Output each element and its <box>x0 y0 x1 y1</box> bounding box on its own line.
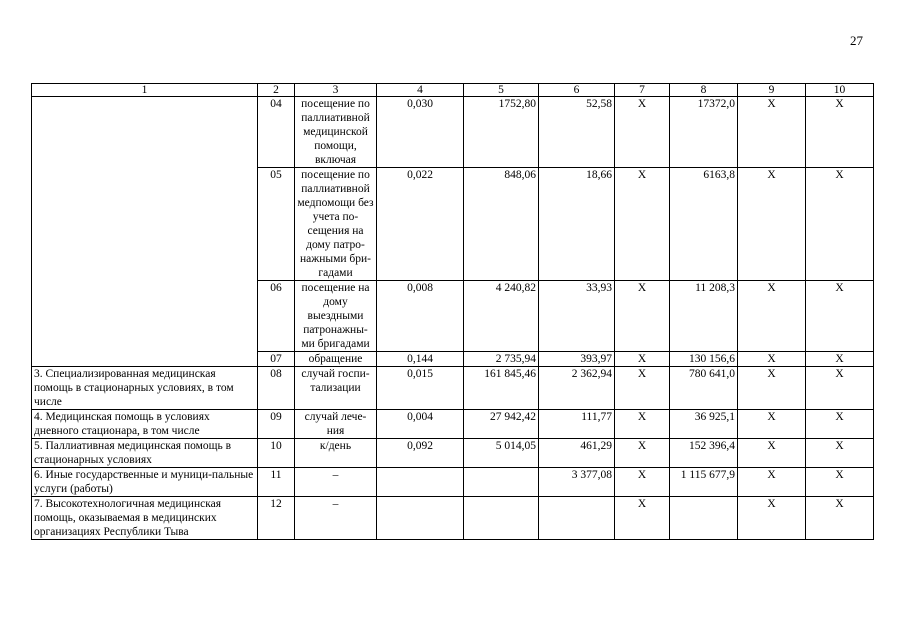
table-cell: 2 735,94 <box>464 352 539 367</box>
table-cell: 36 925,1 <box>670 410 738 439</box>
table-cell <box>670 497 738 540</box>
table-cell: X <box>615 97 670 168</box>
table-cell: 152 396,4 <box>670 439 738 468</box>
table-cell: X <box>806 168 874 281</box>
table-cell: 3 377,08 <box>539 468 615 497</box>
table-cell-unit: посещение по паллиативной медпомощи без учета по-сещения на дому патро-нажными бри-гадами <box>295 168 377 281</box>
table-cell: X <box>615 439 670 468</box>
table-cell: 11 208,3 <box>670 281 738 352</box>
table-cell: X <box>806 439 874 468</box>
table-cell <box>377 497 464 540</box>
table-cell: 17372,0 <box>670 97 738 168</box>
table-cell: 1752,80 <box>464 97 539 168</box>
table-cell-line-code: 09 <box>258 410 295 439</box>
table-cell: 6163,8 <box>670 168 738 281</box>
table-cell: X <box>806 367 874 410</box>
table-cell: 4 240,82 <box>464 281 539 352</box>
table-cell: 0,030 <box>377 97 464 168</box>
table-cell: X <box>806 352 874 367</box>
table-cell-unit: – <box>295 497 377 540</box>
table-cell-line-code: 08 <box>258 367 295 410</box>
table-cell: 2 362,94 <box>539 367 615 410</box>
table-cell: X <box>738 97 806 168</box>
table-cell: X <box>615 468 670 497</box>
table-cell: X <box>738 168 806 281</box>
table-cell-line-code: 11 <box>258 468 295 497</box>
table-cell <box>464 497 539 540</box>
page-number: 27 <box>850 33 863 48</box>
table-cell: X <box>806 281 874 352</box>
table-cell: 461,29 <box>539 439 615 468</box>
table-cell-section <box>32 97 258 367</box>
table-cell: 5 014,05 <box>464 439 539 468</box>
table-cell-section: 4. Медицинская помощь в условиях дневного стационара, в том числе <box>32 410 258 439</box>
table-cell <box>377 468 464 497</box>
table-cell: X <box>615 410 670 439</box>
table-cell-line-code: 10 <box>258 439 295 468</box>
table-cell: 848,06 <box>464 168 539 281</box>
table-cell: X <box>806 97 874 168</box>
table-cell: X <box>806 468 874 497</box>
table-cell: 0,015 <box>377 367 464 410</box>
header-cell: 7 <box>615 84 670 97</box>
data-table <box>31 83 874 540</box>
table-cell: X <box>738 410 806 439</box>
header-cell: 4 <box>377 84 464 97</box>
table-cell: 0,004 <box>377 410 464 439</box>
table-cell: 18,66 <box>539 168 615 281</box>
table-cell-line-code: 04 <box>258 97 295 168</box>
table-cell: X <box>738 439 806 468</box>
table-cell: X <box>615 168 670 281</box>
table-cell: 0,092 <box>377 439 464 468</box>
table-cell: X <box>738 352 806 367</box>
table-cell: X <box>615 281 670 352</box>
table-cell-line-code: 05 <box>258 168 295 281</box>
table-cell: 393,97 <box>539 352 615 367</box>
table-cell: 161 845,46 <box>464 367 539 410</box>
table-row <box>32 439 874 468</box>
table-cell-section: 6. Иные государственные и муници-пальные услуги (работы) <box>32 468 258 497</box>
table-cell: X <box>615 367 670 410</box>
table-cell-unit: посещение на дому выездными патронажны-ми бригадами <box>295 281 377 352</box>
table-cell <box>464 468 539 497</box>
table-cell-section: 5. Паллиативная медицинская помощь в стационарных условиях <box>32 439 258 468</box>
header-cell: 5 <box>464 84 539 97</box>
table-cell-section: 7. Высокотехнологичная медицинская помощь, оказываемая в медицинских организациях Республики Тыва <box>32 497 258 540</box>
table-cell-unit: посещение по паллиативной медицинской помощи, включая <box>295 97 377 168</box>
table-cell <box>539 497 615 540</box>
table-cell-unit: к/день <box>295 439 377 468</box>
header-cell: 10 <box>806 84 874 97</box>
table-cell: 0,144 <box>377 352 464 367</box>
table-row <box>32 468 874 497</box>
table-cell: 52,58 <box>539 97 615 168</box>
table-cell: X <box>806 410 874 439</box>
table-cell: 111,77 <box>539 410 615 439</box>
table-cell: 0,008 <box>377 281 464 352</box>
header-cell: 3 <box>295 84 377 97</box>
header-cell: 6 <box>539 84 615 97</box>
table-cell: X <box>738 497 806 540</box>
table-cell: 27 942,42 <box>464 410 539 439</box>
table-cell-line-code: 07 <box>258 352 295 367</box>
table-cell: 780 641,0 <box>670 367 738 410</box>
table-cell-unit: случай госпи-тализации <box>295 367 377 410</box>
header-cell: 8 <box>670 84 738 97</box>
table-cell: X <box>738 367 806 410</box>
table-cell-unit: обращение <box>295 352 377 367</box>
table-cell-unit: случай лече-ния <box>295 410 377 439</box>
table-row <box>32 367 874 410</box>
table-cell: 0,022 <box>377 168 464 281</box>
table-cell: 1 115 677,9 <box>670 468 738 497</box>
table-cell: X <box>738 281 806 352</box>
header-cell: 2 <box>258 84 295 97</box>
table-cell-line-code: 12 <box>258 497 295 540</box>
table-cell-line-code: 06 <box>258 281 295 352</box>
header-cell: 1 <box>32 84 258 97</box>
table-row <box>32 410 874 439</box>
table-cell: X <box>615 352 670 367</box>
header-row <box>32 84 874 97</box>
table-row <box>32 497 874 540</box>
table-cell: 33,93 <box>539 281 615 352</box>
table-cell: X <box>738 468 806 497</box>
table-row <box>32 97 874 168</box>
table-cell-unit: – <box>295 468 377 497</box>
table-cell: X <box>615 497 670 540</box>
table-cell: X <box>806 497 874 540</box>
header-cell: 9 <box>738 84 806 97</box>
table-cell: 130 156,6 <box>670 352 738 367</box>
table-cell-section: 3. Специализированная медицинская помощь в стационарных условиях, в том числе <box>32 367 258 410</box>
